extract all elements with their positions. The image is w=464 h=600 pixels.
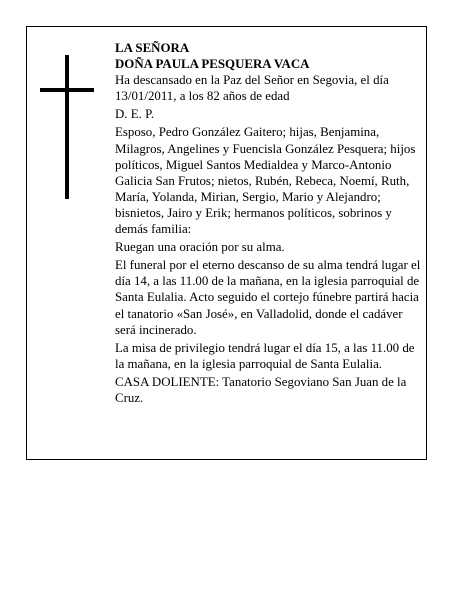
prayer-request: Ruegan una oración por su alma. — [115, 240, 285, 255]
cross-icon — [40, 55, 94, 199]
death-statement: Ha descansado en la Paz del Señor en Segovia, el día 13/01/2011, a los 82 años de edad — [115, 73, 389, 104]
obituary-notice — [26, 26, 427, 460]
cross-horizontal-bar — [40, 88, 94, 92]
mourning-house: CASA DOLIENTE: Tanatorio Segoviano San Juan de la Cruz. — [115, 374, 407, 405]
notice-title: LA SEÑORA — [115, 41, 190, 55]
cross-vertical-bar — [65, 55, 69, 199]
notice-text — [115, 40, 421, 408]
dep-abbreviation: D. E. P. — [115, 107, 155, 122]
deceased-name: DOÑA PAULA PESQUERA VACA — [115, 57, 310, 72]
family-list: Esposo, Pedro González Gaitero; hijas, Benjamina, Milagros, Angelines y Fuencisla González Pesquera; hijos políticos, Miguel Santos Medialdea y Marco-Antonio Galicia San Frutos; nietos, Rubén, Rebeca, Noemí, Ruth, María, Yolanda, Mirian, Sergio, Mario y Alejandro; bisnietos, Jairo y Erik; hermanos políticos, sobrinos y demás familia: — [115, 125, 416, 237]
mass-details: La misa de privilegio tendrá lugar el día 15, a las 11.00 de la mañana, en la iglesia parroquial de Santa Eulalia. — [115, 340, 415, 371]
funeral-details: El funeral por el eterno descanso de su alma tendrá lugar el día 14, a las 11.00 de la mañana, en la iglesia parroquial de Santa Eulalia. Acto seguido el cortejo fúnebre partirá hacia el tanatorio «San José», en Valladolid, donde el cadáver será incinerado. — [115, 258, 421, 337]
